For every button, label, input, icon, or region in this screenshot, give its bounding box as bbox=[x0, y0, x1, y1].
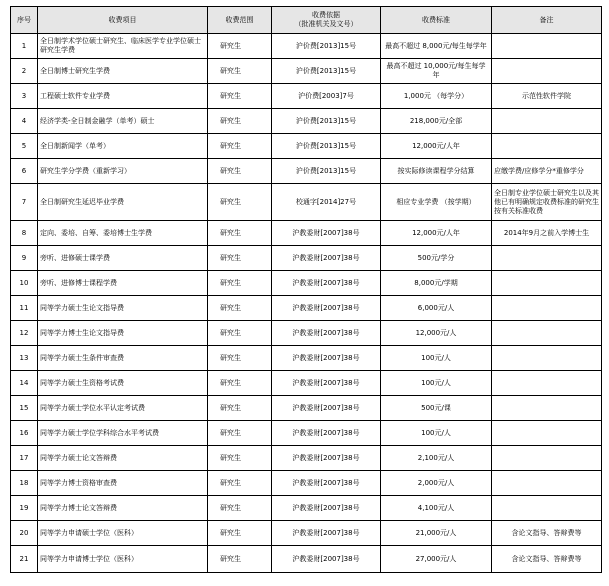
cell-standard: 12,000元/人年 bbox=[381, 221, 492, 246]
cell-item: 同等学力申请博士学位（医科） bbox=[38, 546, 208, 573]
cell-item: 定向、委培、自筹、委培博士生学费 bbox=[38, 221, 208, 246]
cell-basis: 沪价费[2013]15号 bbox=[272, 134, 381, 159]
cell-scope: 研究生 bbox=[208, 184, 272, 221]
cell-scope: 研究生 bbox=[208, 34, 272, 59]
cell-no: 6 bbox=[11, 159, 38, 184]
cell-standard: 相应专业学费 （按学期） bbox=[381, 184, 492, 221]
table-row bbox=[11, 246, 602, 271]
header-standard: 收费标准 bbox=[381, 7, 492, 34]
cell-note: 示范性软件学院 bbox=[492, 84, 602, 109]
cell-scope: 研究生 bbox=[208, 246, 272, 271]
cell-scope: 研究生 bbox=[208, 371, 272, 396]
cell-scope: 研究生 bbox=[208, 421, 272, 446]
cell-basis: 沪教委财[2007]38号 bbox=[272, 221, 381, 246]
cell-basis: 沪教委财[2007]38号 bbox=[272, 296, 381, 321]
table-row bbox=[11, 546, 602, 573]
cell-item: 经济学类-全日制金融学（单考）硕士 bbox=[38, 109, 208, 134]
table-row bbox=[11, 84, 602, 109]
cell-note bbox=[492, 346, 602, 371]
table-row bbox=[11, 271, 602, 296]
cell-no: 20 bbox=[11, 521, 38, 546]
cell-no: 17 bbox=[11, 446, 38, 471]
cell-scope: 研究生 bbox=[208, 321, 272, 346]
cell-scope: 研究生 bbox=[208, 521, 272, 546]
cell-note bbox=[492, 271, 602, 296]
cell-item: 旁听、进修硕士课学费 bbox=[38, 246, 208, 271]
cell-no: 1 bbox=[11, 34, 38, 59]
header-basis bbox=[272, 7, 381, 34]
table-row bbox=[11, 396, 602, 421]
table-row bbox=[11, 109, 602, 134]
cell-scope: 研究生 bbox=[208, 346, 272, 371]
cell-item: 同等学力博士论文答辩费 bbox=[38, 496, 208, 521]
cell-item: 旁听、进修博士课程学费 bbox=[38, 271, 208, 296]
cell-no: 18 bbox=[11, 471, 38, 496]
cell-basis: 沪教委财[2007]38号 bbox=[272, 496, 381, 521]
cell-scope: 研究生 bbox=[208, 446, 272, 471]
table-row bbox=[11, 371, 602, 396]
cell-scope: 研究生 bbox=[208, 221, 272, 246]
cell-standard: 12,000元/人 bbox=[381, 321, 492, 346]
cell-item: 全日制博士研究生学费 bbox=[38, 59, 208, 84]
cell-note bbox=[492, 471, 602, 496]
table-row bbox=[11, 471, 602, 496]
cell-standard: 最高不超过 10,000元/每生每学年 bbox=[381, 59, 492, 84]
table-row bbox=[11, 34, 602, 59]
cell-scope: 研究生 bbox=[208, 271, 272, 296]
cell-no: 11 bbox=[11, 296, 38, 321]
cell-note bbox=[492, 109, 602, 134]
cell-note bbox=[492, 134, 602, 159]
cell-standard: 218,000元/全部 bbox=[381, 109, 492, 134]
cell-standard: 4,100元/人 bbox=[381, 496, 492, 521]
table-row bbox=[11, 221, 602, 246]
cell-item: 全日制新闻学（单考） bbox=[38, 134, 208, 159]
table-row bbox=[11, 496, 602, 521]
cell-item: 同等学力博士生论文指导费 bbox=[38, 321, 208, 346]
cell-no: 13 bbox=[11, 346, 38, 371]
cell-basis: 沪教委财[2007]38号 bbox=[272, 271, 381, 296]
cell-standard: 500元/学分 bbox=[381, 246, 492, 271]
cell-basis: 沪价费[2013]15号 bbox=[272, 109, 381, 134]
table-row bbox=[11, 321, 602, 346]
cell-standard: 2,100元/人 bbox=[381, 446, 492, 471]
cell-no: 19 bbox=[11, 496, 38, 521]
header-item: 收费项目 bbox=[38, 7, 208, 34]
table-row bbox=[11, 159, 602, 184]
cell-standard: 21,000元/人 bbox=[381, 521, 492, 546]
cell-note bbox=[492, 34, 602, 59]
cell-item: 全日制研究生延迟毕业学费 bbox=[38, 184, 208, 221]
cell-note bbox=[492, 421, 602, 446]
cell-no: 10 bbox=[11, 271, 38, 296]
cell-basis: 沪教委财[2007]38号 bbox=[272, 546, 381, 573]
cell-note: 含论文指导、答辩费等 bbox=[492, 546, 602, 573]
header-scope: 收费范围 bbox=[208, 7, 272, 34]
cell-standard: 100元/人 bbox=[381, 346, 492, 371]
table-row bbox=[11, 296, 602, 321]
table-row bbox=[11, 346, 602, 371]
cell-item: 工程硕士软件专业学费 bbox=[38, 84, 208, 109]
header-note: 备注 bbox=[492, 7, 602, 34]
cell-basis: 沪教委财[2007]38号 bbox=[272, 321, 381, 346]
cell-scope: 研究生 bbox=[208, 471, 272, 496]
header-basis-line2: （批准机关及文号） bbox=[294, 20, 358, 28]
cell-basis: 沪教委财[2007]38号 bbox=[272, 371, 381, 396]
table-row bbox=[11, 446, 602, 471]
cell-item: 同等学力博士资格审查费 bbox=[38, 471, 208, 496]
cell-no: 3 bbox=[11, 84, 38, 109]
cell-scope: 研究生 bbox=[208, 134, 272, 159]
cell-note bbox=[492, 321, 602, 346]
cell-no: 4 bbox=[11, 109, 38, 134]
fee-table bbox=[10, 6, 602, 573]
cell-standard: 2,000元/人 bbox=[381, 471, 492, 496]
cell-standard: 6,000元/人 bbox=[381, 296, 492, 321]
cell-scope: 研究生 bbox=[208, 84, 272, 109]
cell-no: 8 bbox=[11, 221, 38, 246]
cell-basis: 沪教委财[2007]38号 bbox=[272, 521, 381, 546]
cell-scope: 研究生 bbox=[208, 546, 272, 573]
cell-note bbox=[492, 446, 602, 471]
table-body bbox=[11, 34, 602, 573]
cell-basis: 沪价费[2003]7号 bbox=[272, 84, 381, 109]
cell-no: 12 bbox=[11, 321, 38, 346]
cell-item: 同等学力硕士论文答辩费 bbox=[38, 446, 208, 471]
cell-scope: 研究生 bbox=[208, 159, 272, 184]
table-row bbox=[11, 134, 602, 159]
cell-item: 全日制学术学位硕士研究生、临床医学专业学位硕士研究生学费 bbox=[38, 34, 208, 59]
cell-basis: 沪教委财[2007]38号 bbox=[272, 396, 381, 421]
cell-note bbox=[492, 371, 602, 396]
cell-no: 21 bbox=[11, 546, 38, 573]
cell-note: 全日制专业学位硕士研究生以及其他已有明确规定收费标准的研究生按有关标准收费 bbox=[492, 184, 602, 221]
cell-no: 14 bbox=[11, 371, 38, 396]
header-basis-line1: 收费依据 bbox=[312, 11, 340, 19]
cell-standard: 最高不超过 8,000元/每生每学年 bbox=[381, 34, 492, 59]
cell-standard: 500元/课 bbox=[381, 396, 492, 421]
cell-note bbox=[492, 396, 602, 421]
cell-standard: 100元/人 bbox=[381, 371, 492, 396]
cell-basis: 沪教委财[2007]38号 bbox=[272, 471, 381, 496]
cell-standard: 12,000元/人年 bbox=[381, 134, 492, 159]
cell-item: 同等学力申请硕士学位（医科） bbox=[38, 521, 208, 546]
cell-standard: 1,000元 （每学分） bbox=[381, 84, 492, 109]
cell-basis: 校通字[2014]27号 bbox=[272, 184, 381, 221]
cell-standard: 8,000元/学期 bbox=[381, 271, 492, 296]
cell-no: 7 bbox=[11, 184, 38, 221]
cell-basis: 沪教委财[2007]38号 bbox=[272, 346, 381, 371]
cell-basis: 沪价费[2013]15号 bbox=[272, 59, 381, 84]
cell-scope: 研究生 bbox=[208, 396, 272, 421]
cell-no: 15 bbox=[11, 396, 38, 421]
header-row bbox=[11, 7, 602, 34]
cell-item: 同等学力硕士学位学科综合水平考试费 bbox=[38, 421, 208, 446]
cell-note bbox=[492, 496, 602, 521]
cell-item: 研究生学分学费（重新学习） bbox=[38, 159, 208, 184]
cell-no: 9 bbox=[11, 246, 38, 271]
cell-standard: 27,000元/人 bbox=[381, 546, 492, 573]
cell-item: 同等学力硕士生条件审查费 bbox=[38, 346, 208, 371]
cell-item: 同等学力硕士生论文指导费 bbox=[38, 296, 208, 321]
cell-scope: 研究生 bbox=[208, 109, 272, 134]
cell-scope: 研究生 bbox=[208, 59, 272, 84]
cell-note: 应缴学费/应修学分*重修学分 bbox=[492, 159, 602, 184]
cell-basis: 沪教委财[2007]38号 bbox=[272, 246, 381, 271]
cell-basis: 沪价费[2013]15号 bbox=[272, 34, 381, 59]
header-no: 序号 bbox=[11, 7, 38, 34]
cell-standard: 100元/人 bbox=[381, 421, 492, 446]
cell-basis: 沪价费[2013]15号 bbox=[272, 159, 381, 184]
cell-scope: 研究生 bbox=[208, 296, 272, 321]
cell-item: 同等学力硕士学位水平认定考试费 bbox=[38, 396, 208, 421]
cell-item: 同等学力硕士生资格考试费 bbox=[38, 371, 208, 396]
table-row bbox=[11, 521, 602, 546]
cell-no: 2 bbox=[11, 59, 38, 84]
cell-note bbox=[492, 59, 602, 84]
table-row bbox=[11, 184, 602, 221]
table-row bbox=[11, 421, 602, 446]
cell-basis: 沪教委财[2007]38号 bbox=[272, 421, 381, 446]
cell-note: 2014年9月之前入学博士生 bbox=[492, 221, 602, 246]
cell-note: 含论文指导、答辩费等 bbox=[492, 521, 602, 546]
table-row bbox=[11, 59, 602, 84]
cell-note bbox=[492, 296, 602, 321]
cell-no: 5 bbox=[11, 134, 38, 159]
cell-no: 16 bbox=[11, 421, 38, 446]
cell-scope: 研究生 bbox=[208, 496, 272, 521]
cell-basis: 沪教委财[2007]38号 bbox=[272, 446, 381, 471]
cell-standard: 按实际修读课程学分结算 bbox=[381, 159, 492, 184]
cell-note bbox=[492, 246, 602, 271]
